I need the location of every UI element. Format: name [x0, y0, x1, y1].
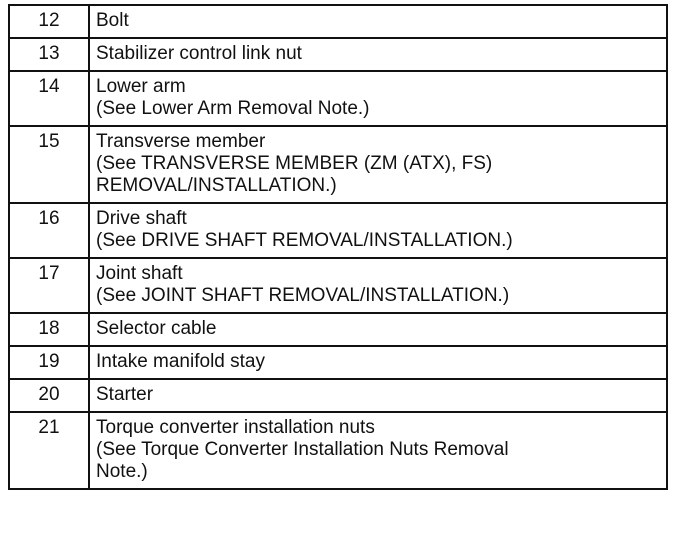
description-line: Bolt — [96, 10, 129, 31]
item-description — [89, 71, 667, 126]
table-row — [9, 412, 667, 489]
reference-note: (See Torque Converter Installation Nuts Removal — [96, 439, 509, 460]
item-number: 18 — [9, 313, 89, 346]
item-description — [89, 258, 667, 313]
description-line: Stabilizer control link nut — [96, 43, 302, 64]
item-description — [89, 379, 667, 412]
table-row — [9, 258, 667, 313]
description-line: Transverse member — [96, 131, 266, 152]
item-description — [89, 346, 667, 379]
item-description — [89, 38, 667, 71]
item-number: 12 — [9, 5, 89, 38]
item-number: 13 — [9, 38, 89, 71]
item-number: 14 — [9, 71, 89, 126]
description-line: Joint shaft — [96, 263, 183, 284]
item-number: 19 — [9, 346, 89, 379]
description-line: Starter — [96, 384, 154, 405]
reference-note: (See Lower Arm Removal Note.) — [96, 98, 370, 119]
table-row — [9, 313, 667, 346]
item-description — [89, 313, 667, 346]
description-line: Selector cable — [96, 318, 217, 339]
table-row — [9, 5, 667, 38]
table-row — [9, 203, 667, 258]
item-number: 16 — [9, 203, 89, 258]
item-description — [89, 5, 667, 38]
description-line: Drive shaft — [96, 208, 187, 229]
table-row — [9, 379, 667, 412]
item-description — [89, 126, 667, 203]
item-description — [89, 203, 667, 258]
description-line: Lower arm — [96, 76, 186, 97]
parts-table — [8, 4, 668, 490]
reference-note: (See JOINT SHAFT REMOVAL/INSTALLATION.) — [96, 285, 510, 306]
item-number: 21 — [9, 412, 89, 489]
table-row — [9, 346, 667, 379]
reference-note: Note.) — [96, 461, 148, 482]
item-number: 17 — [9, 258, 89, 313]
reference-note: (See DRIVE SHAFT REMOVAL/INSTALLATION.) — [96, 230, 513, 251]
table-row — [9, 38, 667, 71]
table-row — [9, 126, 667, 203]
reference-note: (See TRANSVERSE MEMBER (ZM (ATX), FS) — [96, 153, 493, 174]
item-number: 20 — [9, 379, 89, 412]
description-line: Torque converter installation nuts — [96, 417, 375, 438]
parts-table-body — [9, 5, 667, 489]
reference-note: REMOVAL/INSTALLATION.) — [96, 175, 337, 196]
description-line: Intake manifold stay — [96, 351, 265, 372]
item-description — [89, 412, 667, 489]
table-row — [9, 71, 667, 126]
item-number: 15 — [9, 126, 89, 203]
